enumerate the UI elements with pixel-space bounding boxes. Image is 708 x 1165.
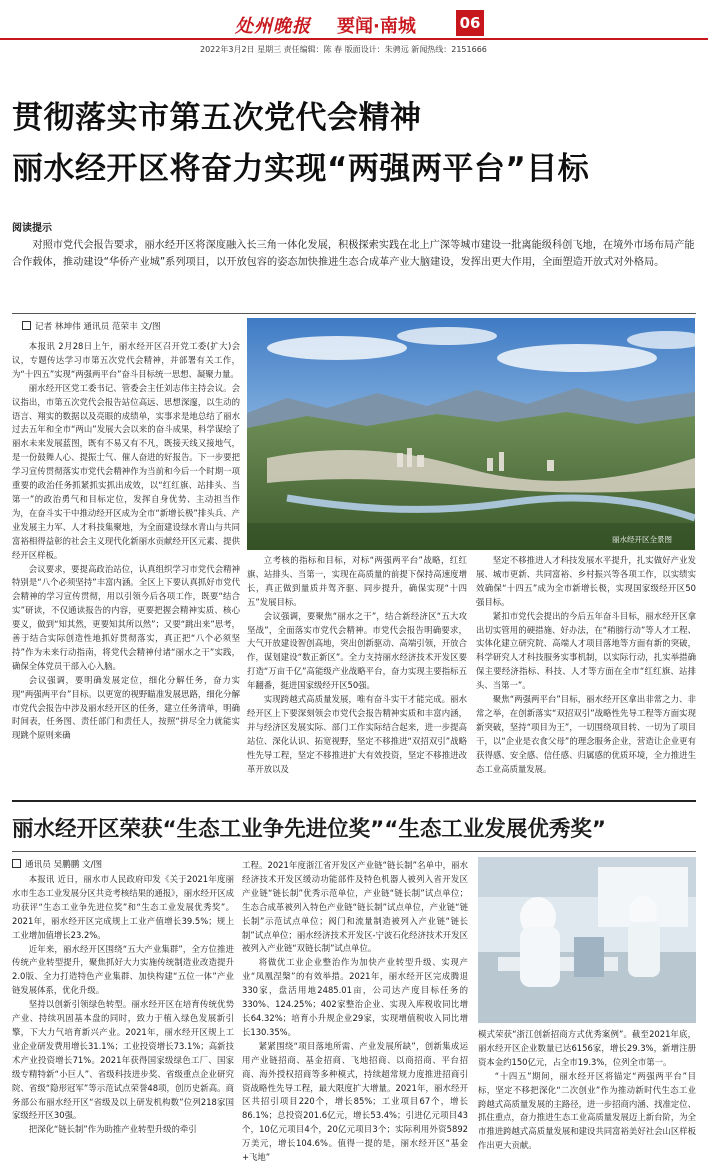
dateline: 2022年3月2日 星期三 责任编辑：陈 春 版面设计：朱骋远 新闻热线：2151666 bbox=[200, 45, 487, 54]
article2-headline: 丽水经开区荣获“生态工业争先进位奖”“生态工业发展优秀奖” bbox=[12, 817, 607, 842]
article2-column-1 bbox=[12, 873, 234, 1137]
divider bbox=[12, 851, 696, 852]
square-bullet-icon bbox=[12, 859, 21, 868]
paragraph: 聚焦“两强两平台”目标，丽水经开区拿出非常之力、非常之举，在创新落实“双招双引”战略性先导工程等方面实现新突破，坚持“项目为王”，一切围绕项目转、一切为了项目干，以“企业是衣食父母”的理念服务企业，营造让企业更有获得感、安全感、信任感、归属感的优质环境，全力推进生态工业高质量发展。 bbox=[476, 694, 696, 774]
paragraph: 丽水经开区党工委书记、管委会主任刘志伟主持会议。会议指出，市第五次党代会报告站位高远、思想深邃，以生动的语言、翔实的数据以及亮眼的成绩单，实事求是地总结了丽水过去五年和全市“两山”发展大会以来的奋斗成果，科学谋绘了丽水未来发展蓝图，既有不易又有不凡，既接天线又接地气，是一份鼓舞人心、提振士气、催人奋进的好报告。下一步要把学习宣传贯彻落实市党代会精神作为当前和今后一个时期一项重要的政治任务抓紧抓实抓出成效，以“红红旗、站排头、当第一”的政治勇气和目标定位，发挥自身优势、主动担当作为，在奋斗实干中推动经开区成为全市“新增长极”排头兵、产业发展主力军、人才科技集聚地，为全面建设绿水青山与共同富裕相得益彰的社会主义现代化新丽水贡献经开区元素、提供经开区样板。 bbox=[12, 382, 240, 560]
byline-text: 记者 林坤伟 通讯员 范荣丰 文/图 bbox=[35, 322, 161, 332]
paragraph: 模式荣获“浙江创新招商方式优秀案例”。截至2021年底，丽水经开区企业数量已达6156家，增长29.3%，新增注册资本金约150亿元，占全市19.3%，位列全市第一。 bbox=[478, 1029, 696, 1067]
section-divider bbox=[12, 800, 696, 802]
paragraph: 将做优工业企业整治作为加快产业转型升级、实现产业“凤凰涅槃”的有效举措。2021年，丽水经开区完成腾退330家，盘活用地2485.01亩，公司达产度目标任务的330%、124.25%；402家整治企业、实现入库税收同比增长64.32%；培育小升规企业29家，实现增值税收入同比增长130.35%。 bbox=[242, 957, 468, 1037]
page-header bbox=[0, 0, 708, 58]
paragraph: 会议强调，要聚焦“丽水之干”，结合新经济区“五大攻坚战”，全面落实市党代会精神。市党代会报告明确要求，大气开放建设智创高地，突出创新驱动、高端引领，开放合作，谋划建设“数正新区”。全力支持丽水经济技术开发区要打造“万亩千亿”高能级产业战略平台，奋力实现主要指标五年翻番，挺进国家级经开区50强。 bbox=[247, 610, 467, 691]
article1-photo bbox=[247, 318, 695, 550]
paragraph: 会议强调，要明确发展定位，细化分解任务，奋力实现“两强两平台”目标。以更宽的视野瞄准发展思路，细化分解市党代会报告中涉及丽水经开区的任务，建立任务清单，明确时间表，任务图、责任部门和责任人，按照“拼尽全力就能实现跳个原则来确 bbox=[12, 674, 240, 741]
article2-column-2 bbox=[242, 859, 468, 1165]
paragraph: 本报讯 2月28日上午，丽水经开区召开党工委(扩大)会议，专题传达学习市第五次党代会精神，并部署有关工作，为“十四五”实现“两强两平台”奋斗目标统一思想、凝聚力量。 bbox=[12, 341, 240, 379]
paragraph: 会议要求，要提高政治站位，认真组织学习市党代会精神特别是“八个必须坚持”丰富内涵。全区上下要认真抓好市党代会精神的学习宣传贯彻，用以引领今后各项工作，既要“结合实”研读，不仅通读报告的内容，更要把握会精神实质、核心要义，做到“知其然，更要知其所以然”；又要“跳出来”思考，善于结合实际创造性地抓好贯彻落实，真正把“八个必须坚持”作为未来行动指南，将党代会精神付诸“丽水之干”实践，确保全体党员干部入心入脑。 bbox=[12, 563, 240, 671]
photo-caption: 丽水经开区全景图 bbox=[612, 535, 672, 544]
paragraph: 近年来，丽水经开区围绕“五大产业集群”，全方位推进传统产业转型提升，聚焦抓好大力实施传统制造业改造提升2.0版、全力打造特色产业集群、加快构建“五位一体”产业链发展体系，优化升级。 bbox=[12, 943, 234, 996]
paragraph: 紧紧围绕“项目落地所需、产业发展所缺”，创新集成运用产业链招商、基金招商、飞地招商、以商招商、平台招商、海外授权招商等多种模式，持续超常规力度推进招商引资战略性先导工程，最大限度扩大增量。2021年，丽水经开区共招引项目220个，增长85%；工业项目67个，增长86.1%；总投资201.6亿元，增长53.4%；引进亿元项目43个，10亿元项目4个，20亿元项目3个；实际利用外资5892万美元，增长104.6%。值得一提的是，丽水经开区“基金+飞地” bbox=[242, 1040, 468, 1163]
article1-column-3 bbox=[476, 554, 696, 777]
lead-paragraph: 对照市党代会报告要求，丽水经开区将深度融入长三角一体化发展，积极探索实践在北上广深等城市建设一批离能级科创飞地，在境外市场布局产能合作载体，推动建设“华侨产业城”系列项目，以开放包容的姿态加快推进生态合成革产业大脑建设，发挥出更大作用，全面塑造开放式对外格局。 bbox=[12, 240, 695, 268]
header-rule bbox=[0, 38, 708, 40]
article1-headline-line1: 贯彻落实市第五次党代会精神 bbox=[12, 100, 422, 136]
article2-byline bbox=[12, 858, 102, 870]
paragraph: 把深化“链长制”作为助推产业转型升级的牵引 bbox=[28, 1124, 197, 1135]
paragraph: 立考核的指标和目标，对标“两强两平台”战略，红红旗、站排头、当第一，实现在高质量的前提下保持高速度增长，真正做到量质并驾齐驱、同步提升，确保实现“十四五”发展目标。 bbox=[247, 555, 467, 607]
masthead: 处州晚报 bbox=[235, 16, 311, 37]
landscape-image bbox=[247, 318, 695, 550]
article2-column-3 bbox=[478, 1028, 696, 1153]
paragraph: 本报讯 近日，丽水市人民政府印发《关于2021年度丽水市生态工业发展分区共竞考核结果的通报》，丽水经开区成功获评“生态工业争先进位奖”和“生态工业发展优秀奖”。2021年，丽水经开区完成规上工业产值增长39.5%；规上工业增加值增长23.2%。 bbox=[12, 874, 234, 940]
paragraph: 紧扣市党代会提出的今后五年奋斗目标，丽水经开区拿出切实管用的硬措施、好办法，在“稍膀行动”等人才工程、实体化建立研究院、高端人才项目落地等方面有新的突破，科学研究人才科技服务实事机制，以实际行动，扎实举措确保主要经济指标、科技、人才等方面在全市“红红旗、站排头、当第一”。 bbox=[476, 610, 696, 691]
divider bbox=[12, 313, 696, 314]
lead-label: 阅读提示 bbox=[12, 223, 52, 234]
paragraph: 工程。2021年度浙江省开发区产业链“链长制”名单中，丽水经济技术开发区缓动功能部件及特色机器人被列入省开发区产业链“链长制”优秀示范单位，产业链“链长制”试点单位；生态合成革被列入特色产业链“链长制”试点单位，产业链“链长制”示范试点单位；阀门和流量制造被列入产业链“链长制”试点单位；丽水经济技术开发区-宁波石化经济技术开发区被列入产业链“双链长制”试点单位。 bbox=[242, 860, 468, 954]
section-title: 要闻·南城 bbox=[337, 16, 416, 37]
article1-column-1 bbox=[12, 340, 240, 743]
paragraph: 坚定不移推进人才科技发展水平提升，扎实做好产业发展、城市更新、共同富裕、乡村振兴等各项工作，以实绩实效确保“十四五”成为全市新增长极，实现国家级经开区50强目标。 bbox=[476, 555, 696, 607]
article1-column-2 bbox=[247, 554, 467, 777]
article1-byline bbox=[22, 320, 161, 332]
article1-headline-line2: 丽水经开区将奋力实现“两强两平台”目标 bbox=[12, 151, 590, 187]
paragraph: “十四五”期间，丽水经开区将锚定“两强两平台”目标，坚定不移把深化“二次创业”作为推动新时代生态工业跨越式高质量发展的主路径，进一步招商内涵、找准定位、抓住重点，奋力推进生态工业高质量发展迈上新台阶，为全市推进跨越式高质量发展和建设共同富裕美好社会山区样板作出更大贡献。 bbox=[478, 1070, 696, 1151]
paragraph: 坚持以创新引领绿色转型。丽水经开区在培育传统优势产业、持续巩固基本盘的同时，致力于植入绿色发展新引擎，下大力气培育新兴产业。2021年，丽水经开区规上工业企业研发费用增长31.1%；工业投资增长73.1%；高新技术产业投资增长71%。2021年获得国家级绿色工厂、国家级专精特新“小巨人”、省级科技进步奖、省级重点企业研究院、省级“隐形冠军”等示范试点荣誉48项，创历史新高。商务部公布丽水经开区“省级及以上研发机构数”位列218家国家级经开区30强。 bbox=[12, 999, 234, 1121]
paragraph: 实现跨越式高质量发展，唯有奋斗实干才能完成。丽水经开区上下要深刻领会市党代会报告精神实质和丰富内涵，并与经济区发展实际、部门工作实际结合起来，进一步提高站位、深化认识、拓宽视野，坚定不移推进“双招双引”战略性先导工程，坚定不移推进扩大有效投资，坚定不移推进改革开放以及 bbox=[247, 694, 467, 774]
page-number: 06 bbox=[456, 10, 484, 36]
square-bullet-icon bbox=[22, 321, 31, 330]
article2-photo bbox=[478, 857, 696, 1023]
lab-image bbox=[478, 857, 696, 1023]
byline-text: 通讯员 吴鹏鹏 文/图 bbox=[25, 860, 103, 870]
